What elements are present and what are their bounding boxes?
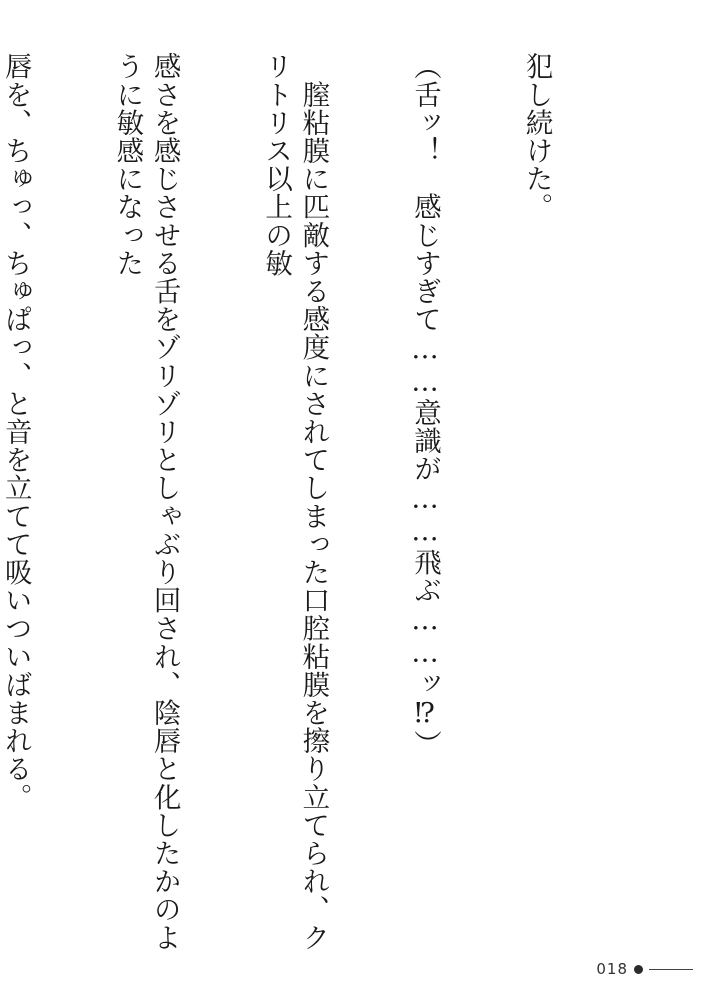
text-line: 膣粘膜に匹敵する感度にされてしまった口腔粘膜を擦り立てられ、クリトリス以上の敏 [260,52,330,952]
text-line: 感さを感じさせる舌をゾリゾリとしゃぶり回され、陰唇と化したかのように敏感になった [111,52,181,952]
vertical-text-body [0,52,629,952]
page-marker-rule [649,969,693,970]
text-line: 唇を、ちゅっ、ちゅぱっ、と音を立てて吸いついばまれる。 [0,52,32,811]
text-line: 犯し続けた。 [520,52,553,221]
page-footer [596,960,693,978]
page-number: 018 [596,960,628,978]
text-line: （舌ッ！ 感じすぎて……意識が……飛ぶ……ッ⁉） [408,52,441,758]
page-marker-dot [634,965,643,974]
